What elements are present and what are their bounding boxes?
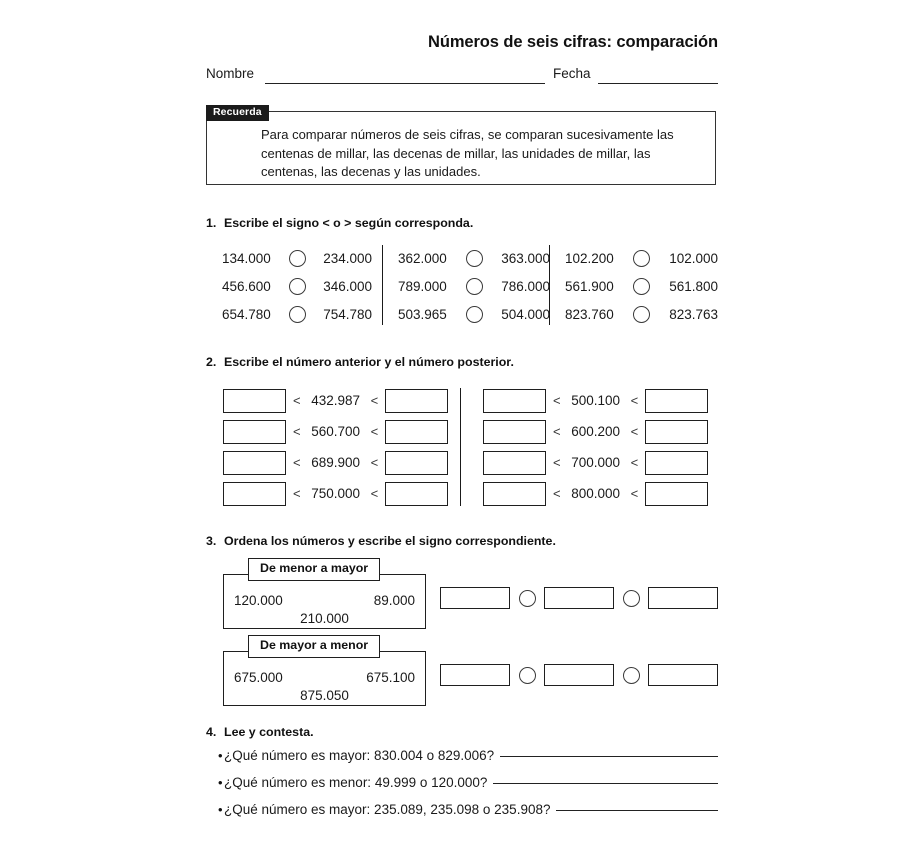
comparison-row <box>565 244 718 272</box>
less-than-sign: < <box>630 486 639 501</box>
ordered-number-input[interactable] <box>440 587 510 609</box>
ordering-group <box>206 561 718 630</box>
less-than-sign: < <box>553 393 561 408</box>
sign-answer-circle[interactable] <box>623 590 640 607</box>
sign-answer-circle[interactable] <box>466 250 483 267</box>
exercise-3-body <box>206 560 718 703</box>
remember-callout <box>206 106 716 185</box>
next-number-input[interactable] <box>645 451 708 475</box>
comparison-right-number: 504.000 <box>501 306 550 322</box>
exercise-3-number: 3. <box>206 534 217 548</box>
sign-answer-circle[interactable] <box>623 667 640 684</box>
ordered-number-input[interactable] <box>544 664 614 686</box>
remember-tag: Recuerda <box>206 105 269 121</box>
sequence-row <box>223 450 445 475</box>
next-number-input[interactable] <box>645 389 708 413</box>
numbers-list <box>232 593 417 629</box>
exercise-2-body <box>206 386 718 508</box>
comparison-row <box>565 272 718 300</box>
sequence-row <box>223 481 445 506</box>
sign-answer-circle[interactable] <box>289 306 306 323</box>
exercise-3-heading <box>206 534 556 548</box>
name-input-line[interactable] <box>265 83 545 84</box>
exercise-3-instruction: Ordena los números y escribe el signo correspondiente. <box>224 534 556 548</box>
sequence-number: 432.987 <box>311 393 360 408</box>
next-number-input[interactable] <box>385 389 448 413</box>
sequence-number: 800.000 <box>571 486 620 501</box>
comparison-left-number: 789.000 <box>398 278 447 294</box>
previous-number-input[interactable] <box>483 482 546 506</box>
sequence-number: 700.000 <box>571 455 620 470</box>
sign-answer-circle[interactable] <box>289 278 306 295</box>
date-label: Fecha <box>553 66 591 81</box>
bullet-icon: • <box>218 775 223 790</box>
exercise-4-body <box>206 748 718 828</box>
numbers-list <box>232 670 417 706</box>
ordered-number-input[interactable] <box>544 587 614 609</box>
exercise-1-instruction: Escribe el signo < o > según corresponda. <box>224 216 474 230</box>
comparison-row <box>222 272 372 300</box>
less-than-sign: < <box>293 455 301 470</box>
question-row <box>206 802 718 826</box>
previous-number-input[interactable] <box>483 451 546 475</box>
comparison-right-number: 102.000 <box>669 250 718 266</box>
less-than-sign: < <box>553 486 561 501</box>
comparison-left-number: 102.200 <box>565 250 614 266</box>
next-number-input[interactable] <box>385 420 448 444</box>
sequence-number: 750.000 <box>311 486 360 501</box>
remember-text: Para comparar números de seis cifras, se comparan sucesivamente las centenas de millar, las decenas de millar, las unidades de millar, las centenas, las decenas y las unidades. <box>261 127 674 179</box>
exercise-2-column <box>223 386 445 508</box>
source-number: 875.050 <box>300 688 349 703</box>
less-than-sign: < <box>293 424 301 439</box>
less-than-sign: < <box>630 424 639 439</box>
question-row <box>206 775 718 799</box>
comparison-left-number: 503.965 <box>398 306 447 322</box>
sequence-number: 560.700 <box>311 424 360 439</box>
sign-answer-circle[interactable] <box>633 306 650 323</box>
next-number-input[interactable] <box>385 482 448 506</box>
exercise-2-instruction: Escribe el número anterior y el número posterior. <box>224 355 514 369</box>
exercise-4-instruction: Lee y contesta. <box>224 725 314 739</box>
sequence-number: 600.200 <box>571 424 620 439</box>
comparison-row <box>398 244 550 272</box>
sequence-row <box>483 450 718 475</box>
exercise-2-number: 2. <box>206 355 217 369</box>
comparison-right-number: 823.763 <box>669 306 718 322</box>
answer-line[interactable] <box>500 756 718 757</box>
comparison-left-number: 823.760 <box>565 306 614 322</box>
sign-answer-circle[interactable] <box>633 250 650 267</box>
comparison-row <box>222 244 372 272</box>
answer-line[interactable] <box>556 810 718 811</box>
less-than-sign: < <box>370 455 379 470</box>
comparison-right-number: 346.000 <box>323 278 372 294</box>
numbers-panel <box>223 651 426 706</box>
sequence-row <box>223 419 445 444</box>
bullet-icon: • <box>218 802 223 817</box>
exercise-1-column <box>222 243 372 331</box>
sequence-row <box>483 481 718 506</box>
previous-number-input[interactable] <box>223 482 286 506</box>
bullet-icon: • <box>218 748 223 763</box>
less-than-sign: < <box>293 486 301 501</box>
source-number: 120.000 <box>234 593 283 608</box>
exercise-1-body <box>206 243 718 331</box>
source-number: 675.100 <box>366 670 415 685</box>
comparison-row <box>565 300 718 328</box>
question-row <box>206 748 718 772</box>
source-number: 210.000 <box>300 611 349 626</box>
column-divider <box>460 388 461 506</box>
comparison-right-number: 363.000 <box>501 250 550 266</box>
sequence-row <box>483 388 718 413</box>
ordered-number-input[interactable] <box>440 664 510 686</box>
ordered-number-input[interactable] <box>648 664 718 686</box>
exercise-4-heading <box>206 725 314 739</box>
exercise-1-column <box>565 243 718 331</box>
less-than-sign: < <box>293 393 301 408</box>
exercise-1-number: 1. <box>206 216 217 230</box>
ordering-direction-label: De mayor a menor <box>248 635 380 658</box>
comparison-row <box>398 300 550 328</box>
previous-number-input[interactable] <box>223 451 286 475</box>
sequence-number: 500.100 <box>571 393 620 408</box>
comparison-left-number: 561.900 <box>565 278 614 294</box>
ordering-answer-row <box>440 585 718 611</box>
sign-answer-circle[interactable] <box>519 667 536 684</box>
sequence-row <box>223 388 445 413</box>
answer-line[interactable] <box>493 783 718 784</box>
comparison-left-number: 362.000 <box>398 250 447 266</box>
sign-answer-circle[interactable] <box>466 278 483 295</box>
exercise-2-column <box>483 386 718 508</box>
comparison-right-number: 561.800 <box>669 278 718 294</box>
less-than-sign: < <box>630 393 639 408</box>
sign-answer-circle[interactable] <box>519 590 536 607</box>
less-than-sign: < <box>630 455 639 470</box>
less-than-sign: < <box>370 424 379 439</box>
exercise-2-heading <box>206 355 514 369</box>
comparison-left-number: 134.000 <box>222 250 271 266</box>
exercise-1-column <box>398 243 550 331</box>
date-input-line[interactable] <box>598 83 718 84</box>
previous-number-input[interactable] <box>483 420 546 444</box>
numbers-panel <box>223 574 426 629</box>
next-number-input[interactable] <box>645 482 708 506</box>
next-number-input[interactable] <box>645 420 708 444</box>
sequence-number: 689.900 <box>311 455 360 470</box>
page-title: Números de seis cifras: comparación <box>428 33 718 51</box>
comparison-right-number: 754.780 <box>323 306 372 322</box>
next-number-input[interactable] <box>385 451 448 475</box>
comparison-row <box>222 300 372 328</box>
less-than-sign: < <box>370 393 379 408</box>
question-text: ¿Qué número es mayor: 830.004 o 829.006? <box>224 748 495 763</box>
source-number: 675.000 <box>234 670 283 685</box>
less-than-sign: < <box>370 486 379 501</box>
previous-number-input[interactable] <box>223 420 286 444</box>
question-text: ¿Qué número es menor: 49.999 o 120.000? <box>224 775 488 790</box>
source-number: 89.000 <box>373 593 415 608</box>
exercise-1-heading <box>206 216 473 230</box>
previous-number-input[interactable] <box>223 389 286 413</box>
question-text: ¿Qué número es mayor: 235.089, 235.098 o 235.908? <box>224 802 551 817</box>
comparison-left-number: 654.780 <box>222 306 271 322</box>
comparison-right-number: 234.000 <box>323 250 372 266</box>
comparison-left-number: 456.600 <box>222 278 271 294</box>
less-than-sign: < <box>553 455 561 470</box>
sign-answer-circle[interactable] <box>289 250 306 267</box>
name-date-row <box>206 66 718 88</box>
exercise-4-number: 4. <box>206 725 217 739</box>
ordered-number-input[interactable] <box>648 587 718 609</box>
sign-answer-circle[interactable] <box>466 306 483 323</box>
comparison-row <box>398 272 550 300</box>
ordering-group <box>206 638 718 707</box>
column-divider <box>382 245 383 325</box>
comparison-right-number: 786.000 <box>501 278 550 294</box>
sequence-row <box>483 419 718 444</box>
less-than-sign: < <box>553 424 561 439</box>
previous-number-input[interactable] <box>483 389 546 413</box>
name-label: Nombre <box>206 66 255 81</box>
ordering-answer-row <box>440 662 718 688</box>
sign-answer-circle[interactable] <box>633 278 650 295</box>
ordering-direction-label: De menor a mayor <box>248 558 380 581</box>
